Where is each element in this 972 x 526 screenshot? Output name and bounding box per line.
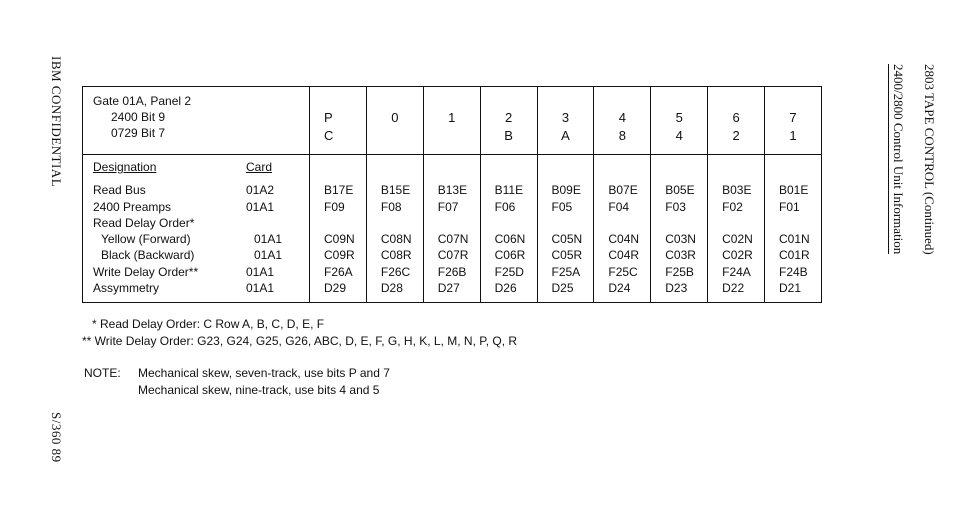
- footnote-write-delay: ** Write Delay Order: G23, G24, G25, G26, ABC, D, E, F, G, H, K, L, M, N, P, Q, R: [82, 334, 518, 348]
- gate-line: 0729 Bit 7: [111, 126, 166, 140]
- bit-data-column: B07E F04 C04N C04R F25C D24: [594, 155, 651, 303]
- table-row: Assymmetry 01A1: [93, 281, 275, 296]
- note-line-1: [84, 365, 390, 381]
- note-line-2: Mechanical skew, nine-track, use bits 4 and 5: [138, 383, 380, 397]
- bit-data-column: B01E F01 C01N C01R F24B D21: [765, 155, 822, 303]
- footnote-read-delay: * Read Delay Order: C Row A, B, C, D, E, F: [92, 317, 325, 331]
- bit-column-header: 5 4: [651, 87, 708, 155]
- designation-header: Designation: [93, 160, 157, 174]
- table-header-row: [83, 87, 822, 155]
- bit-column-header: 2 B: [480, 87, 537, 155]
- bit-column-header: 7 1: [765, 87, 822, 155]
- bit-data-column: B09E F05 C05N C05R F25A D25: [537, 155, 594, 303]
- table-row: Read Delay Order*: [93, 215, 195, 230]
- bit-data-column: B11E F06 C06N C06R F25D D26: [480, 155, 537, 303]
- table-body-row: [83, 155, 822, 303]
- bit-column-header: 4 8: [594, 87, 651, 155]
- bit-column-header: 1: [423, 87, 480, 155]
- bit-data-column: B03E F02 C02N C02R F24A D22: [708, 155, 765, 303]
- table-row: Yellow (Forward) 01A1: [101, 232, 283, 247]
- confidential-marking: IBM CONFIDENTIAL: [49, 56, 64, 188]
- section-title: 2803 TAPE CONTROL (Continued): [922, 64, 937, 255]
- gate-line: Gate 01A, Panel 2: [93, 94, 192, 108]
- note-text: Mechanical skew, seven-track, use bits P and 7: [138, 366, 390, 380]
- bit-column-header: 3 A: [537, 87, 594, 155]
- bit-data-column: B13E F07 C07N C07R F26B D27: [423, 155, 480, 303]
- gate-line: 2400 Bit 9: [111, 110, 166, 124]
- bit-column-header: 0: [366, 87, 423, 155]
- bit-data-column: B17E F09 C09N C09R F26A D29: [310, 155, 367, 303]
- table-row: 2400 Preamps 01A1: [93, 199, 275, 214]
- section-subtitle: 2400/2800 Control Unit Information: [888, 64, 906, 254]
- bit-column-header: 6 2: [708, 87, 765, 155]
- table-row: Write Delay Order** 01A1: [93, 264, 275, 279]
- bit-column-header: P C: [310, 87, 367, 155]
- bit-data-column: B05E F03 C03N C03R F25B D23: [651, 155, 708, 303]
- table-row: Black (Backward) 01A1: [101, 248, 283, 263]
- page-reference: S/360 89: [49, 412, 64, 463]
- control-unit-table: [82, 86, 822, 303]
- note-label: NOTE:: [84, 366, 121, 380]
- gate-info-cell: [83, 87, 310, 155]
- table-row: Read Bus 01A2: [93, 183, 275, 198]
- designation-column: [83, 155, 310, 303]
- bit-data-column: B15E F08 C08N C08R F26C D28: [366, 155, 423, 303]
- card-header: Card: [246, 160, 273, 174]
